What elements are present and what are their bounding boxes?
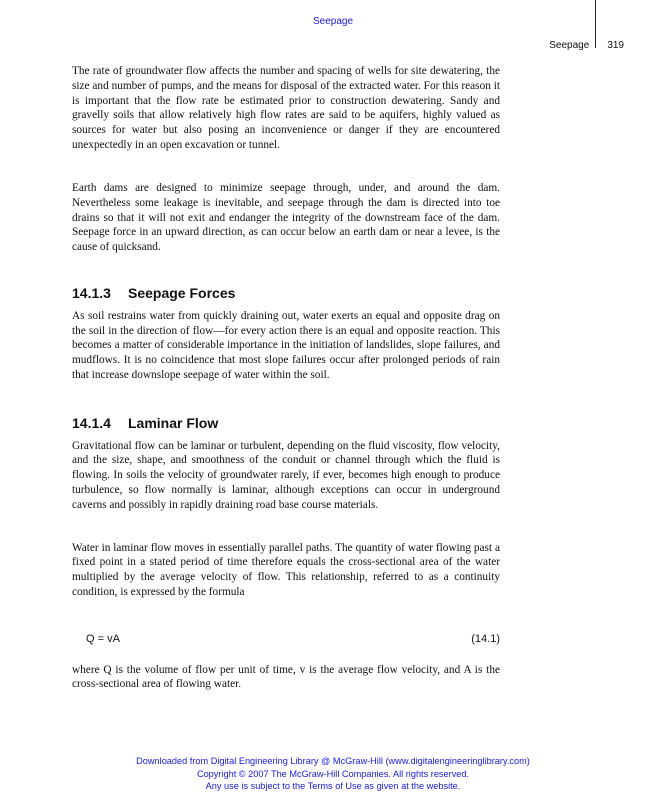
running-title: Seepage: [549, 40, 590, 51]
section-number: 14.1.4: [72, 414, 111, 431]
running-header: [549, 40, 624, 51]
paragraph-groundwater-flow-rate: The rate of groundwater flow affects the number and spacing of wells for site dewatering, the size and number of pumps, and the means for disposal of the extracted water. For this reason it is important that the flow rate be estimated prior to construction dewatering. Sandy and gravelly soils that allow relatively high flow rates are said to be aquifers, highly valued as sources for water but also posing an inconvenience or danger if they are encountered unexpectedly in an open excavation or tunnel.: [72, 65, 500, 151]
paragraph-earth-dams: Earth dams are designed to minimize seepage through, under, and around the dam. Nevertheless some leakage is inevitable, and seepage through the dam is directed into toe drains so that it will not exit and endanger the integrity of the downstream face of the dam. Seepage force in an upward direction, as can occur below an earth dam or near a levee, is the cause of quicksand.: [72, 182, 500, 254]
section-title: Laminar Flow: [128, 414, 219, 431]
equation-14-1: [72, 629, 500, 649]
section-title: Seepage Forces: [128, 285, 236, 301]
section-heading-seepage-forces: [72, 286, 500, 301]
equation-text: Q = vA: [86, 632, 120, 645]
paragraph-seepage-forces: As soil restrains water from quickly draining out, water exerts an equal and opposite drag on the soil in the direction of flow—for every action there is an equal and opposite reaction. This becomes a matter of considerable importance in the initiation of landslides, slope failures, and mudflows. It is no coincidence that most slope failures occur after prolonged periods of rain that increase downslope seepage of water within the soil.: [72, 309, 500, 381]
body-text: [72, 64, 500, 692]
footer-download-link[interactable]: Downloaded from Digital Engineering Library @ McGraw-Hill (www.digitalengineeringlibrary.com): [136, 756, 530, 766]
top-chapter-link[interactable]: Seepage: [312, 16, 354, 27]
paragraph-continuity-condition: Water in laminar flow moves in essentially parallel paths. The quantity of water flowing past a fixed point in a stated period of time therefore equals the cross-sectional area of the water multiplied by the average velocity of flow. This relationship, referred to as a continuity condition, is expressed by the formula: [72, 541, 500, 598]
page-number: 319: [607, 40, 624, 51]
equation-number: (14.1): [471, 632, 500, 645]
paragraph-equation-definition: where Q is the volume of flow per unit of time, v is the average flow velocity, and A is the cross-sectional area of flowing water.: [72, 663, 500, 691]
section-heading-laminar-flow: [72, 416, 500, 431]
footer-copyright[interactable]: Copyright © 2007 The McGraw-Hill Companies. All rights reserved.: [196, 768, 470, 779]
paragraph-gravitational-flow: Gravitational flow can be laminar or turbulent, depending on the fluid viscosity, flow velocity, and the size, shape, and smoothness of the conduit or channel through which the fluid is flowing. In soils the velocity of groundwater rarely, if ever, becomes high enough to produce turbulence, so flow normally is laminar, although exceptions can occur in underground caverns and possibly in rapidly draining road base course materials.: [72, 439, 500, 511]
section-number: 14.1.3: [72, 285, 111, 301]
footer-terms-of-use[interactable]: Any use is subject to the Terms of Use as given at the website.: [205, 781, 461, 791]
download-footer: [0, 755, 666, 793]
